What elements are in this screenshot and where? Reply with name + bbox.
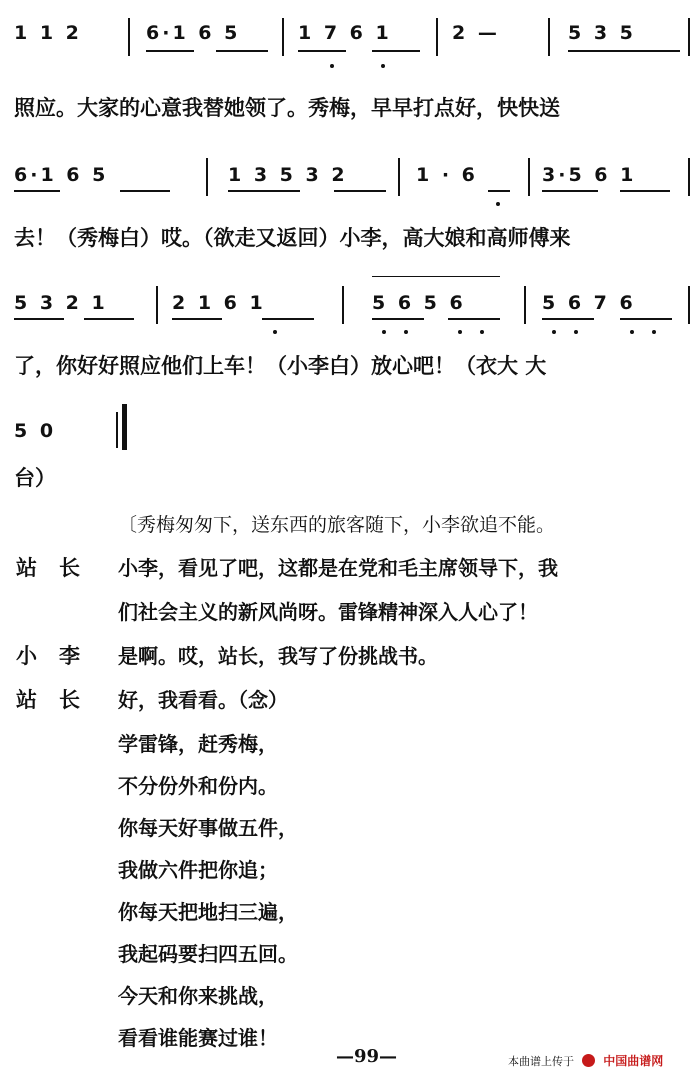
octave-dot [496, 202, 500, 206]
underline [14, 190, 60, 192]
underline [120, 190, 170, 192]
barline [342, 286, 344, 324]
measure: 5 6 7 6 [542, 292, 636, 314]
barline [128, 18, 130, 56]
stage-direction: 〔秀梅匆匆下，送东西的旅客随下，小李欲追不能。 [118, 514, 556, 536]
underline [568, 50, 680, 52]
underline [542, 190, 598, 192]
measure: 6·1 6 5 [14, 164, 109, 186]
measure: 5 3 2 1 [14, 292, 108, 314]
dialogue-line: 好，我看看。（念） [118, 688, 288, 712]
octave-dot [574, 330, 578, 334]
underline [488, 190, 510, 192]
octave-dot [404, 330, 408, 334]
barline [282, 18, 284, 56]
octave-dot [381, 64, 385, 68]
poem-line: 你每天把地扫三遍， [118, 900, 298, 924]
slur [372, 276, 500, 277]
octave-dot [552, 330, 556, 334]
measure: 3·5 6 1 [542, 164, 637, 186]
poem-line: 我做六件把你追； [118, 858, 278, 882]
measure: 2 — [452, 22, 500, 44]
barline [116, 412, 118, 448]
barline [688, 18, 690, 56]
poem-line: 今天和你来挑战， [118, 984, 278, 1008]
poem-line: 学雷锋，赶秀梅， [118, 732, 278, 756]
barline [688, 158, 690, 196]
underline [146, 50, 194, 52]
speaker-label: 小李 [16, 643, 102, 668]
measure: 2 1 6 1 [172, 292, 266, 314]
underline [262, 318, 314, 320]
poem-line: 你每天好事做五件， [118, 816, 298, 840]
measure: 5 6 5 6 [372, 292, 466, 314]
poem-line: 我起码要扫四五回。 [118, 942, 298, 966]
underline [14, 318, 64, 320]
watermark-note: 本曲谱上传于 [508, 1055, 574, 1068]
watermark [508, 1050, 663, 1069]
underline [448, 318, 500, 320]
underline [216, 50, 268, 52]
final-barline [122, 404, 127, 450]
poem-line: 不分份外和份内。 [118, 774, 278, 798]
dialogue-line: 是啊。哎，站长，我写了份挑战书。 [118, 644, 438, 668]
speaker-label: 站长 [16, 555, 102, 580]
barline [528, 158, 530, 196]
poem-line: 看看谁能赛过谁！ [118, 1026, 278, 1050]
page-number: —99— [336, 1046, 398, 1067]
lyric-line: 照应。大家的心意我替她领了。秀梅，早早打点好，快快送 [14, 95, 560, 120]
watermark-site: 中国曲谱网 [603, 1054, 664, 1068]
barline [688, 286, 690, 324]
underline [372, 50, 420, 52]
barline [156, 286, 158, 324]
octave-dot [382, 330, 386, 334]
barline [436, 18, 438, 56]
underline [620, 190, 670, 192]
measure: 6·1 6 5 [146, 22, 241, 44]
barline [206, 158, 208, 196]
measure: 1 7 6 1 [298, 22, 392, 44]
measure: 5 3 5 [568, 22, 636, 44]
barline [398, 158, 400, 196]
octave-dot [652, 330, 656, 334]
dialogue-line: 小李，看见了吧，这都是在党和毛主席领导下，我 [118, 556, 558, 580]
underline [334, 190, 386, 192]
barline [524, 286, 526, 324]
measure: 1 3 5 3 2 [228, 164, 348, 186]
underline [542, 318, 594, 320]
octave-dot [480, 330, 484, 334]
speaker-label: 站长 [16, 687, 102, 712]
measure: 1 1 2 [14, 22, 82, 44]
dialogue-line: 们社会主义的新风尚呀。雷锋精神深入人心了！ [118, 600, 538, 624]
octave-dot [330, 64, 334, 68]
lyric-line: 去！（秀梅白）哎。（欲走又返回）小李，高大娘和高师傅来 [14, 225, 571, 250]
underline [228, 190, 300, 192]
lyric-line: 了，你好好照应他们上车！（小李白）放心吧！（衣大 大 [14, 353, 547, 378]
underline [298, 50, 346, 52]
octave-dot [630, 330, 634, 334]
underline [172, 318, 222, 320]
lyric-line: 台） [14, 465, 56, 490]
measure: 5 0 [14, 420, 57, 442]
underline [372, 318, 424, 320]
underline [620, 318, 672, 320]
site-logo-icon [582, 1054, 595, 1067]
measure: 1 · 6 [416, 164, 478, 186]
octave-dot [458, 330, 462, 334]
octave-dot [273, 330, 277, 334]
barline [548, 18, 550, 56]
underline [84, 318, 134, 320]
